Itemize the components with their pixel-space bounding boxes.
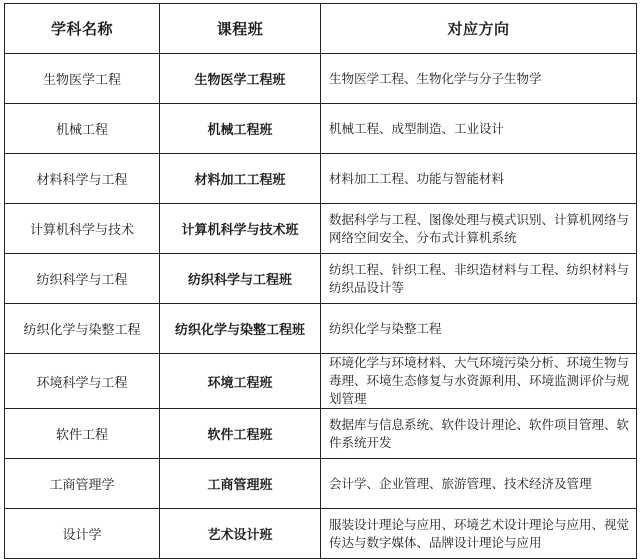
course-cell: 纺织科学与工程班	[160, 254, 321, 304]
table-row	[5, 254, 637, 304]
course-cell: 环境工程班	[160, 354, 321, 409]
subject-cell: 生物医学工程	[5, 54, 160, 104]
table-row	[5, 409, 637, 459]
direction-cell: 材料加工工程、功能与智能材料	[321, 154, 637, 204]
table-row	[5, 104, 637, 154]
course-cell: 软件工程班	[160, 409, 321, 459]
table-row	[5, 354, 637, 409]
subject-cell: 纺织化学与染整工程	[5, 304, 160, 354]
direction-cell: 数据库与信息系统、软件设计理论、软件项目管理、软件系统开发	[321, 409, 637, 459]
subject-cell: 材料科学与工程	[5, 154, 160, 204]
course-cell: 机械工程班	[160, 104, 321, 154]
direction-cell: 环境化学与环境材料、大气环境污染分析、环境生物与毒理、环境生态修复与水资源利用、环境监测评价与规划管理	[321, 354, 637, 409]
direction-cell: 纺织工程、针织工程、非织造材料与工程、纺织材料与纺织品设计等	[321, 254, 637, 304]
header-direction: 对应方向	[321, 4, 637, 54]
direction-cell: 纺织化学与染整工程	[321, 304, 637, 354]
program-table	[4, 3, 637, 559]
subject-cell: 环境科学与工程	[5, 354, 160, 409]
course-cell: 工商管理班	[160, 459, 321, 509]
table-row	[5, 509, 637, 559]
table-header-row	[5, 4, 637, 54]
direction-cell: 数据科学与工程、图像处理与模式识别、计算机网络与网络空间安全、分布式计算机系统	[321, 204, 637, 254]
course-cell: 纺织化学与染整工程班	[160, 304, 321, 354]
header-course: 课程班	[160, 4, 321, 54]
course-cell: 艺术设计班	[160, 509, 321, 559]
direction-cell: 机械工程、成型制造、工业设计	[321, 104, 637, 154]
subject-cell: 机械工程	[5, 104, 160, 154]
subject-cell: 纺织科学与工程	[5, 254, 160, 304]
direction-cell: 会计学、企业管理、旅游管理、技术经济及管理	[321, 459, 637, 509]
course-cell: 生物医学工程班	[160, 54, 321, 104]
table-row	[5, 204, 637, 254]
course-cell: 计算机科学与技术班	[160, 204, 321, 254]
program-table-container	[4, 3, 636, 553]
direction-cell: 服装设计理论与应用、环境艺术设计理论与应用、视觉传达与数字媒体、品牌设计理论与应用	[321, 509, 637, 559]
header-subject: 学科名称	[5, 4, 160, 54]
table-row	[5, 154, 637, 204]
table-row	[5, 54, 637, 104]
subject-cell: 设计学	[5, 509, 160, 559]
table-row	[5, 304, 637, 354]
table-row	[5, 459, 637, 509]
subject-cell: 软件工程	[5, 409, 160, 459]
subject-cell: 计算机科学与技术	[5, 204, 160, 254]
subject-cell: 工商管理学	[5, 459, 160, 509]
direction-cell: 生物医学工程、生物化学与分子生物学	[321, 54, 637, 104]
course-cell: 材料加工工程班	[160, 154, 321, 204]
